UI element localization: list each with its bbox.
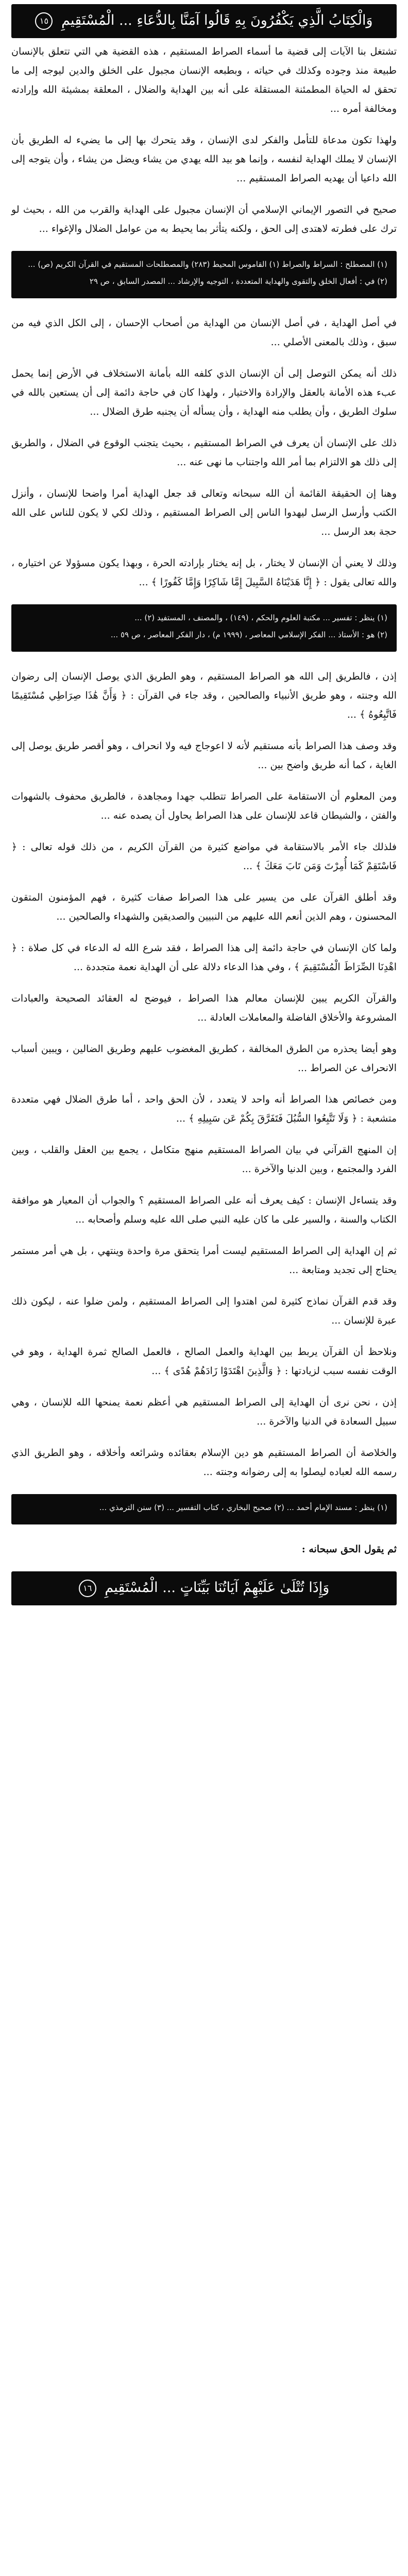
paragraph: وذلك لا يعني أن الإنسان لا يختار ، بل إنه يختار بإرادته الحرة ، وبهذا يكون مسؤولا عن اختياره ، والله تعالى يقول : ﴿ إِنَّا هَدَيْنَاهُ السَّبِيلَ إِمَّا شَاكِرًا وَإِمَّا كَفُورًا ﴾ ...	[11, 557, 397, 588]
ayah-number: ١٦	[79, 1580, 96, 1597]
footnote: (٢) في : أفعال الخلق والتقوى والهداية المتعددة ، التوجيه والإرشاد ... المصدر السابق ، ص ٢٩	[89, 277, 387, 286]
ayah-number: ١٥	[35, 12, 53, 30]
paragraph: والقرآن الكريم يبين للإنسان معالم هذا الصراط ، فيوضح له العقائد الصحيحة والعبادات المشروعة والأخلاق الفاضلة والمعاملات العادلة ...	[11, 993, 397, 1023]
footnote-box	[11, 251, 397, 298]
paragraph: وقد أطلق القرآن على من يسير على هذا الصراط صفات كثيرة ، فهم المؤمنون المتقون المحسنون ، وهم الذين أنعم الله عليهم من النبيين والصديقين والشهداء والصالحين ...	[11, 892, 397, 922]
paragraph: إذن ، نحن نرى أن الهداية إلى الصراط المستقيم هي أعظم نعمة يمنحها الله للإنسان ، وهي سبيل السعادة في الدنيا والآخرة ...	[11, 1397, 397, 1427]
verse-text: وَإِذَا تُتْلَىٰ عَلَيْهِمْ آيَاتُنَا بَيِّنَاتٍ ... الْمُسْتَقِيمِ	[105, 1580, 330, 1596]
page	[11, 0, 397, 1605]
paragraph: ومن المعلوم أن الاستقامة على الصراط تتطلب جهدا ومجاهدة ، فالطريق محفوف بالشهوات والفتن ، والشيطان قاعد للإنسان على هذا الصراط يحاول أن يصده عنه ...	[11, 791, 397, 821]
paragraph: تشتغل بنا الآيات إلى قضية ما أسماء الصراط المستقيم ، هذه القضية هي التي تتعلق بالإنسان طبيعة منذ وجوده وكذلك في حياته ، وبطبعه الإنسان مجبول على الخلق والدين ليوجه إلى ما تحقق له الحياة المطمئنة المستقلة على أنه بين الهداية والضلال ، المعلقة بمشيئة الله وإرادته ومخالفة أمره ...	[11, 46, 397, 114]
paragraph: ولما كان الإنسان في حاجة دائمة إلى هذا الصراط ، فقد شرع الله له الدعاء في كل صلاة : ﴿ اهْدِنَا الصِّرَاطَ الْمُسْتَقِيمَ ﴾ ، وفي هذا الدعاء دلالة على أن الهداية نعمة متجددة ...	[11, 942, 397, 973]
paragraph: ونلاحظ أن القرآن يربط بين الهداية والعمل الصالح ، فالعمل الصالح ثمرة الهداية ، وهو في الوقت نفسه سبب لزيادتها : ﴿ وَالَّذِينَ اهْتَدَوْا زَادَهُمْ هُدًى ﴾ ...	[11, 1346, 397, 1377]
paragraph: والخلاصة أن الصراط المستقيم هو دين الإسلام بعقائده وشرائعه وأخلاقه ، وهو الطريق الذي رسمه الله لعباده ليصلوا به إلى رضوانه وجنته ...	[11, 1447, 397, 1478]
paragraph: وهنا إن الحقيقة القائمة أن الله سبحانه وتعالى قد جعل الهداية أمرا واضحا للإنسان ، وأنزل الكتب وأرسل الرسل ليهدوا الناس إلى الصراط المستقيم ، وذلك لكي لا يكون للناس على الله حجة بعد الرسل ...	[11, 488, 397, 537]
paragraph: إذن ، فالطريق إلى الله هو الصراط المستقيم ، وهو الطريق الذي يوصل الإنسان إلى رضوان الله وجنته ، وهو طريق الأنبياء والصالحين ، وقد جاء في القرآن : ﴿ وَأَنَّ هَٰذَا صِرَاطِي مُسْتَقِيمًا فَاتَّبِعُوهُ ﴾ ...	[11, 671, 397, 720]
footnote: (٢) هو : الأستاذ ... الفكر الإسلامي المعاصر ، (١٩٩٩ م) ، دار الفكر المعاصر ، ص ٥٩ ...	[110, 630, 387, 639]
paragraph: صحيح في التصور الإيماني الإسلامي أن الإنسان مجبول على الهداية والقرب من الله ، بحيث لو ترك على فطرته لاهتدى إلى الحق ، ولكنه يتأثر بما يحيط به من عوامل الضلال والإغواء ...	[11, 204, 397, 234]
paragraph: ذلك أنه يمكن التوصل إلى أن الإنسان الذي كلفه الله بأمانة الاستخلاف في الأرض إنما يحمل عبء هذه الأمانة بالعقل والإرادة والاختيار ، ولهذا كان في حاجة دائمة إلى أن يستعين بالله في سلوك الطريق ، وأن يطلب منه الهداية ، وأن يسأله أن يجنبه طرق الضلال ...	[11, 368, 397, 417]
verse-text: وَالْكِتَابُ الَّذِي يَكْفُرُونَ بِهِ قَالُوا آمَنَّا بِالدُّعَاءِ ... الْمُسْتَقِيمِ	[61, 12, 373, 28]
verse-banner-bottom	[11, 1571, 397, 1605]
paragraph: ذلك على الإنسان أن يعرف في الصراط المستقيم ، بحيث يتجنب الوقوع في الضلال ، والطريق إلى ذلك هو الالتزام بما أمر الله واجتناب ما نهى عنه ...	[11, 437, 397, 468]
footnote: (١) المصطلح : السراط والصراط (١) القاموس المحيط (٢٨٣) والمصطلحات المستقيم في القرآن الكريم (ص) ...	[28, 260, 387, 269]
footnote: (١) ينظر : تفسير ... مكتبة العلوم والحكم ، (١٤٩) ، والمصنف ، المستفيد (٢) ...	[134, 613, 387, 622]
paragraph: ثم إن الهداية إلى الصراط المستقيم ليست أمرا يتحقق مرة واحدة وينتهي ، بل هي أمر مستمر يحتاج إلى تجديد ومتابعة ...	[11, 1245, 397, 1276]
paragraph: ومن خصائص هذا الصراط أنه واحد لا يتعدد ، لأن الحق واحد ، أما طرق الضلال فهي متعددة متشعبة : ﴿ وَلَا تَتَّبِعُوا السُّبُلَ فَتَفَرَّقَ بِكُمْ عَن سَبِيلِهِ ﴾ ...	[11, 1094, 397, 1124]
footnote-box	[11, 1494, 397, 1524]
paragraph: إن المنهج القرآني في بيان الصراط المستقيم منهج متكامل ، يجمع بين العقل والقلب ، وبين الفرد والمجتمع ، وبين الدنيا والآخرة ...	[11, 1144, 397, 1175]
footnote: (١) ينظر : مسند الإمام أحمد ... (٢) صحيح البخاري ، كتاب التفسير ... (٣) سنن الترمذي ...	[99, 1503, 387, 1512]
paragraph: فلذلك جاء الأمر بالاستقامة في مواضع كثيرة من القرآن الكريم ، من ذلك قوله تعالى : ﴿ فَاسْتَقِمْ كَمَا أُمِرْتَ وَمَن تَابَ مَعَكَ ﴾ ...	[11, 841, 397, 872]
footnote-box	[11, 604, 397, 652]
paragraph: وقد وصف هذا الصراط بأنه مستقيم لأنه لا اعوجاج فيه ولا انحراف ، وهو أقصر طريق يوصل إلى الغاية ، كما أنه طريق واضح بين ...	[11, 740, 397, 771]
paragraph: وقد يتساءل الإنسان : كيف يعرف أنه على الصراط المستقيم ؟ والجواب أن المعيار هو موافقة الكتاب والسنة ، والسير على ما كان عليه النبي صلى الله عليه وسلم وأصحابه ...	[11, 1195, 397, 1225]
paragraph: ثم يقول الحق سبحانه :	[301, 1544, 397, 1555]
verse-banner-top	[11, 4, 397, 38]
paragraph: ولهذا تكون مدعاة للتأمل والفكر لدى الإنسان ، وقد يتحرك بها إلى ما يضيء له الطريق بأن الإنسان لا يملك الهداية لنفسه ، وإنما هو بيد الله يهدي من يشاء ويضل من يشاء ، وأن يتوجه إلى الله داعيا أن يهديه الصراط المستقيم ...	[11, 134, 397, 184]
paragraph: في أصل الهداية ، في أصل الإنسان من الهداية من أصحاب الإحسان ، إلى الكل الذي فيه من سبق ، وذلك بالمعنى الأصلي ...	[11, 317, 397, 348]
paragraph: وقد قدم القرآن نماذج كثيرة لمن اهتدوا إلى الصراط المستقيم ، ولمن ضلوا عنه ، ليكون ذلك عبرة للإنسان ...	[11, 1296, 397, 1326]
paragraph: وهو أيضا يحذره من الطرق المخالفة ، كطريق المغضوب عليهم وطريق الضالين ، ويبين أسباب الانحراف عن الصراط ...	[11, 1043, 397, 1074]
